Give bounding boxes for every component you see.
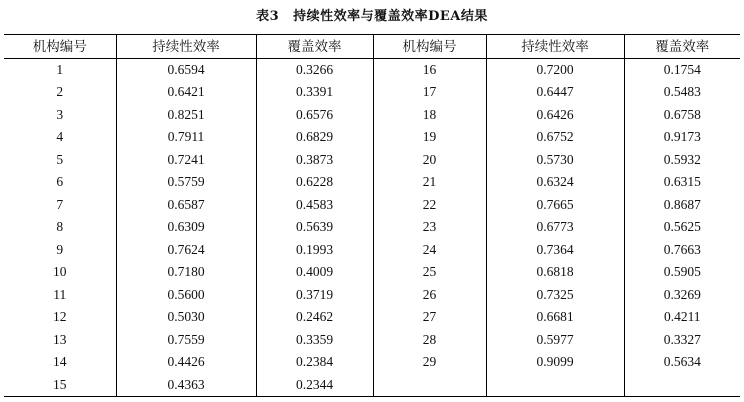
cell-sustainability-efficiency-right: 0.7325 — [486, 284, 624, 307]
cell-institution-id-right: 25 — [373, 261, 486, 284]
cell-sustainability-efficiency-right: 0.6447 — [486, 81, 624, 104]
table-row — [4, 329, 740, 352]
cell-coverage-efficiency-right: 0.5634 — [624, 351, 740, 374]
cell-institution-id: 11 — [53, 286, 67, 302]
cell-coverage-efficiency: 0.3391 — [256, 81, 373, 104]
table-row — [4, 374, 740, 397]
cell-institution-id-right: 21 — [373, 171, 486, 194]
header-institution-id-left: 机构编号 — [4, 35, 116, 59]
cell-coverage-efficiency: 0.3266 — [256, 59, 373, 82]
cell-coverage-efficiency: 0.4583 — [256, 194, 373, 217]
table-row — [4, 239, 740, 262]
table-row — [4, 104, 740, 127]
table-row — [4, 261, 740, 284]
cell-institution-id: 10 — [53, 264, 67, 280]
cell-sustainability-efficiency-right: 0.6818 — [486, 261, 624, 284]
header-row — [4, 35, 740, 59]
cell-coverage-efficiency-right: 0.5905 — [624, 261, 740, 284]
cell-coverage-efficiency: 0.3719 — [256, 284, 373, 307]
cell-coverage-efficiency-right: 0.5483 — [624, 81, 740, 104]
cell-sustainability-efficiency: 0.4426 — [116, 351, 256, 374]
cell-sustainability-efficiency-right: 0.6773 — [486, 216, 624, 239]
table-row — [4, 81, 740, 104]
cell-institution-id: 3 — [56, 106, 64, 122]
cell-coverage-efficiency-right: 0.9173 — [624, 126, 740, 149]
cell-sustainability-efficiency-right: 0.5977 — [486, 329, 624, 352]
cell-sustainability-efficiency-right: 0.9099 — [486, 351, 624, 374]
cell-coverage-efficiency: 0.3359 — [256, 329, 373, 352]
table-row — [4, 351, 740, 374]
cell-sustainability-efficiency: 0.5030 — [116, 306, 256, 329]
table-row — [4, 284, 740, 307]
cell-coverage-efficiency: 0.2344 — [256, 374, 373, 397]
cell-coverage-efficiency: 0.6576 — [256, 104, 373, 127]
cell-sustainability-efficiency-right: 0.7364 — [486, 239, 624, 262]
cell-coverage-efficiency: 0.4009 — [256, 261, 373, 284]
cell-sustainability-efficiency-right: 0.7200 — [486, 59, 624, 82]
cell-institution-id: 12 — [53, 309, 67, 325]
cell-sustainability-efficiency: 0.6587 — [116, 194, 256, 217]
table-row — [4, 306, 740, 329]
cell-coverage-efficiency-right: 0.7663 — [624, 239, 740, 262]
cell-institution-id-right: 24 — [373, 239, 486, 262]
cell-coverage-efficiency: 0.2384 — [256, 351, 373, 374]
cell-coverage-efficiency-right: 0.8687 — [624, 194, 740, 217]
header-sustainability-efficiency-left: 持续性效率 — [116, 35, 256, 59]
cell-coverage-efficiency-right: 0.5625 — [624, 216, 740, 239]
cell-sustainability-efficiency: 0.7559 — [116, 329, 256, 352]
cell-coverage-efficiency-right: 0.5932 — [624, 149, 740, 172]
cell-institution-id: 7 — [56, 196, 64, 212]
header-coverage-efficiency-right: 覆盖效率 — [624, 35, 740, 59]
cell-sustainability-efficiency: 0.7911 — [116, 126, 256, 149]
cell-coverage-efficiency: 0.5639 — [256, 216, 373, 239]
cell-sustainability-efficiency: 0.5759 — [116, 171, 256, 194]
table-title: 持续性效率与覆盖效率DEA结果 — [293, 9, 488, 24]
cell-sustainability-efficiency: 0.5600 — [116, 284, 256, 307]
cell-coverage-efficiency-right: 0.4211 — [624, 306, 740, 329]
cell-coverage-efficiency: 0.6829 — [256, 126, 373, 149]
cell-coverage-efficiency-right — [624, 374, 740, 397]
cell-sustainability-efficiency-right: 0.5730 — [486, 149, 624, 172]
cell-institution-id: 1 — [56, 62, 64, 77]
cell-sustainability-efficiency: 0.4363 — [116, 374, 256, 397]
cell-sustainability-efficiency-right: 0.6681 — [486, 306, 624, 329]
cell-institution-id-right: 19 — [373, 126, 486, 149]
cell-coverage-efficiency: 0.1993 — [256, 239, 373, 262]
cell-sustainability-efficiency-right: 0.6752 — [486, 126, 624, 149]
cell-coverage-efficiency: 0.3873 — [256, 149, 373, 172]
cell-sustainability-efficiency: 0.6421 — [116, 81, 256, 104]
cell-coverage-efficiency-right: 0.3269 — [624, 284, 740, 307]
cell-institution-id-right: 16 — [373, 59, 486, 82]
table-number: 表3 — [256, 9, 280, 24]
cell-sustainability-efficiency-right: 0.7665 — [486, 194, 624, 217]
cell-institution-id-right: 27 — [373, 306, 486, 329]
table-row — [4, 194, 740, 217]
cell-sustainability-efficiency: 0.7241 — [116, 149, 256, 172]
cell-institution-id-right — [373, 374, 486, 397]
table-row — [4, 171, 740, 194]
cell-sustainability-efficiency: 0.7624 — [116, 239, 256, 262]
cell-institution-id: 9 — [56, 241, 64, 257]
cell-institution-id: 13 — [53, 331, 67, 347]
cell-sustainability-efficiency: 0.8251 — [116, 104, 256, 127]
cell-institution-id-right: 28 — [373, 329, 486, 352]
cell-institution-id: 14 — [53, 354, 67, 370]
table-caption — [0, 6, 744, 28]
cell-institution-id: 8 — [56, 219, 64, 235]
dea-results-table — [4, 34, 740, 397]
cell-institution-id: 15 — [4, 374, 116, 397]
cell-sustainability-efficiency-right: 0.6426 — [486, 104, 624, 127]
cell-institution-id-right: 26 — [373, 284, 486, 307]
header-institution-id-right: 机构编号 — [373, 35, 486, 59]
table-row — [4, 126, 740, 149]
table-row — [4, 216, 740, 239]
cell-coverage-efficiency-right: 0.1754 — [624, 59, 740, 82]
cell-sustainability-efficiency: 0.6594 — [116, 59, 256, 82]
cell-institution-id-right: 23 — [373, 216, 486, 239]
cell-sustainability-efficiency-right — [486, 374, 624, 397]
cell-institution-id-right: 20 — [373, 149, 486, 172]
cell-institution-id: 5 — [56, 151, 64, 167]
cell-coverage-efficiency-right: 0.6315 — [624, 171, 740, 194]
cell-institution-id-right: 18 — [373, 104, 486, 127]
cell-institution-id: 6 — [56, 174, 64, 190]
header-coverage-efficiency-left: 覆盖效率 — [256, 35, 373, 59]
cell-coverage-efficiency-right: 0.6758 — [624, 104, 740, 127]
cell-coverage-efficiency: 0.2462 — [256, 306, 373, 329]
cell-coverage-efficiency-right: 0.3327 — [624, 329, 740, 352]
table-row — [4, 149, 740, 172]
cell-sustainability-efficiency: 0.7180 — [116, 261, 256, 284]
cell-institution-id-right: 22 — [373, 194, 486, 217]
header-sustainability-efficiency-right: 持续性效率 — [486, 35, 624, 59]
cell-coverage-efficiency: 0.6228 — [256, 171, 373, 194]
cell-institution-id-right: 17 — [373, 81, 486, 104]
table-row — [4, 59, 740, 82]
cell-sustainability-efficiency: 0.6309 — [116, 216, 256, 239]
cell-sustainability-efficiency-right: 0.6324 — [486, 171, 624, 194]
table-body — [4, 59, 740, 397]
cell-institution-id: 4 — [56, 129, 64, 145]
cell-institution-id: 2 — [56, 84, 64, 100]
cell-institution-id-right: 29 — [373, 351, 486, 374]
